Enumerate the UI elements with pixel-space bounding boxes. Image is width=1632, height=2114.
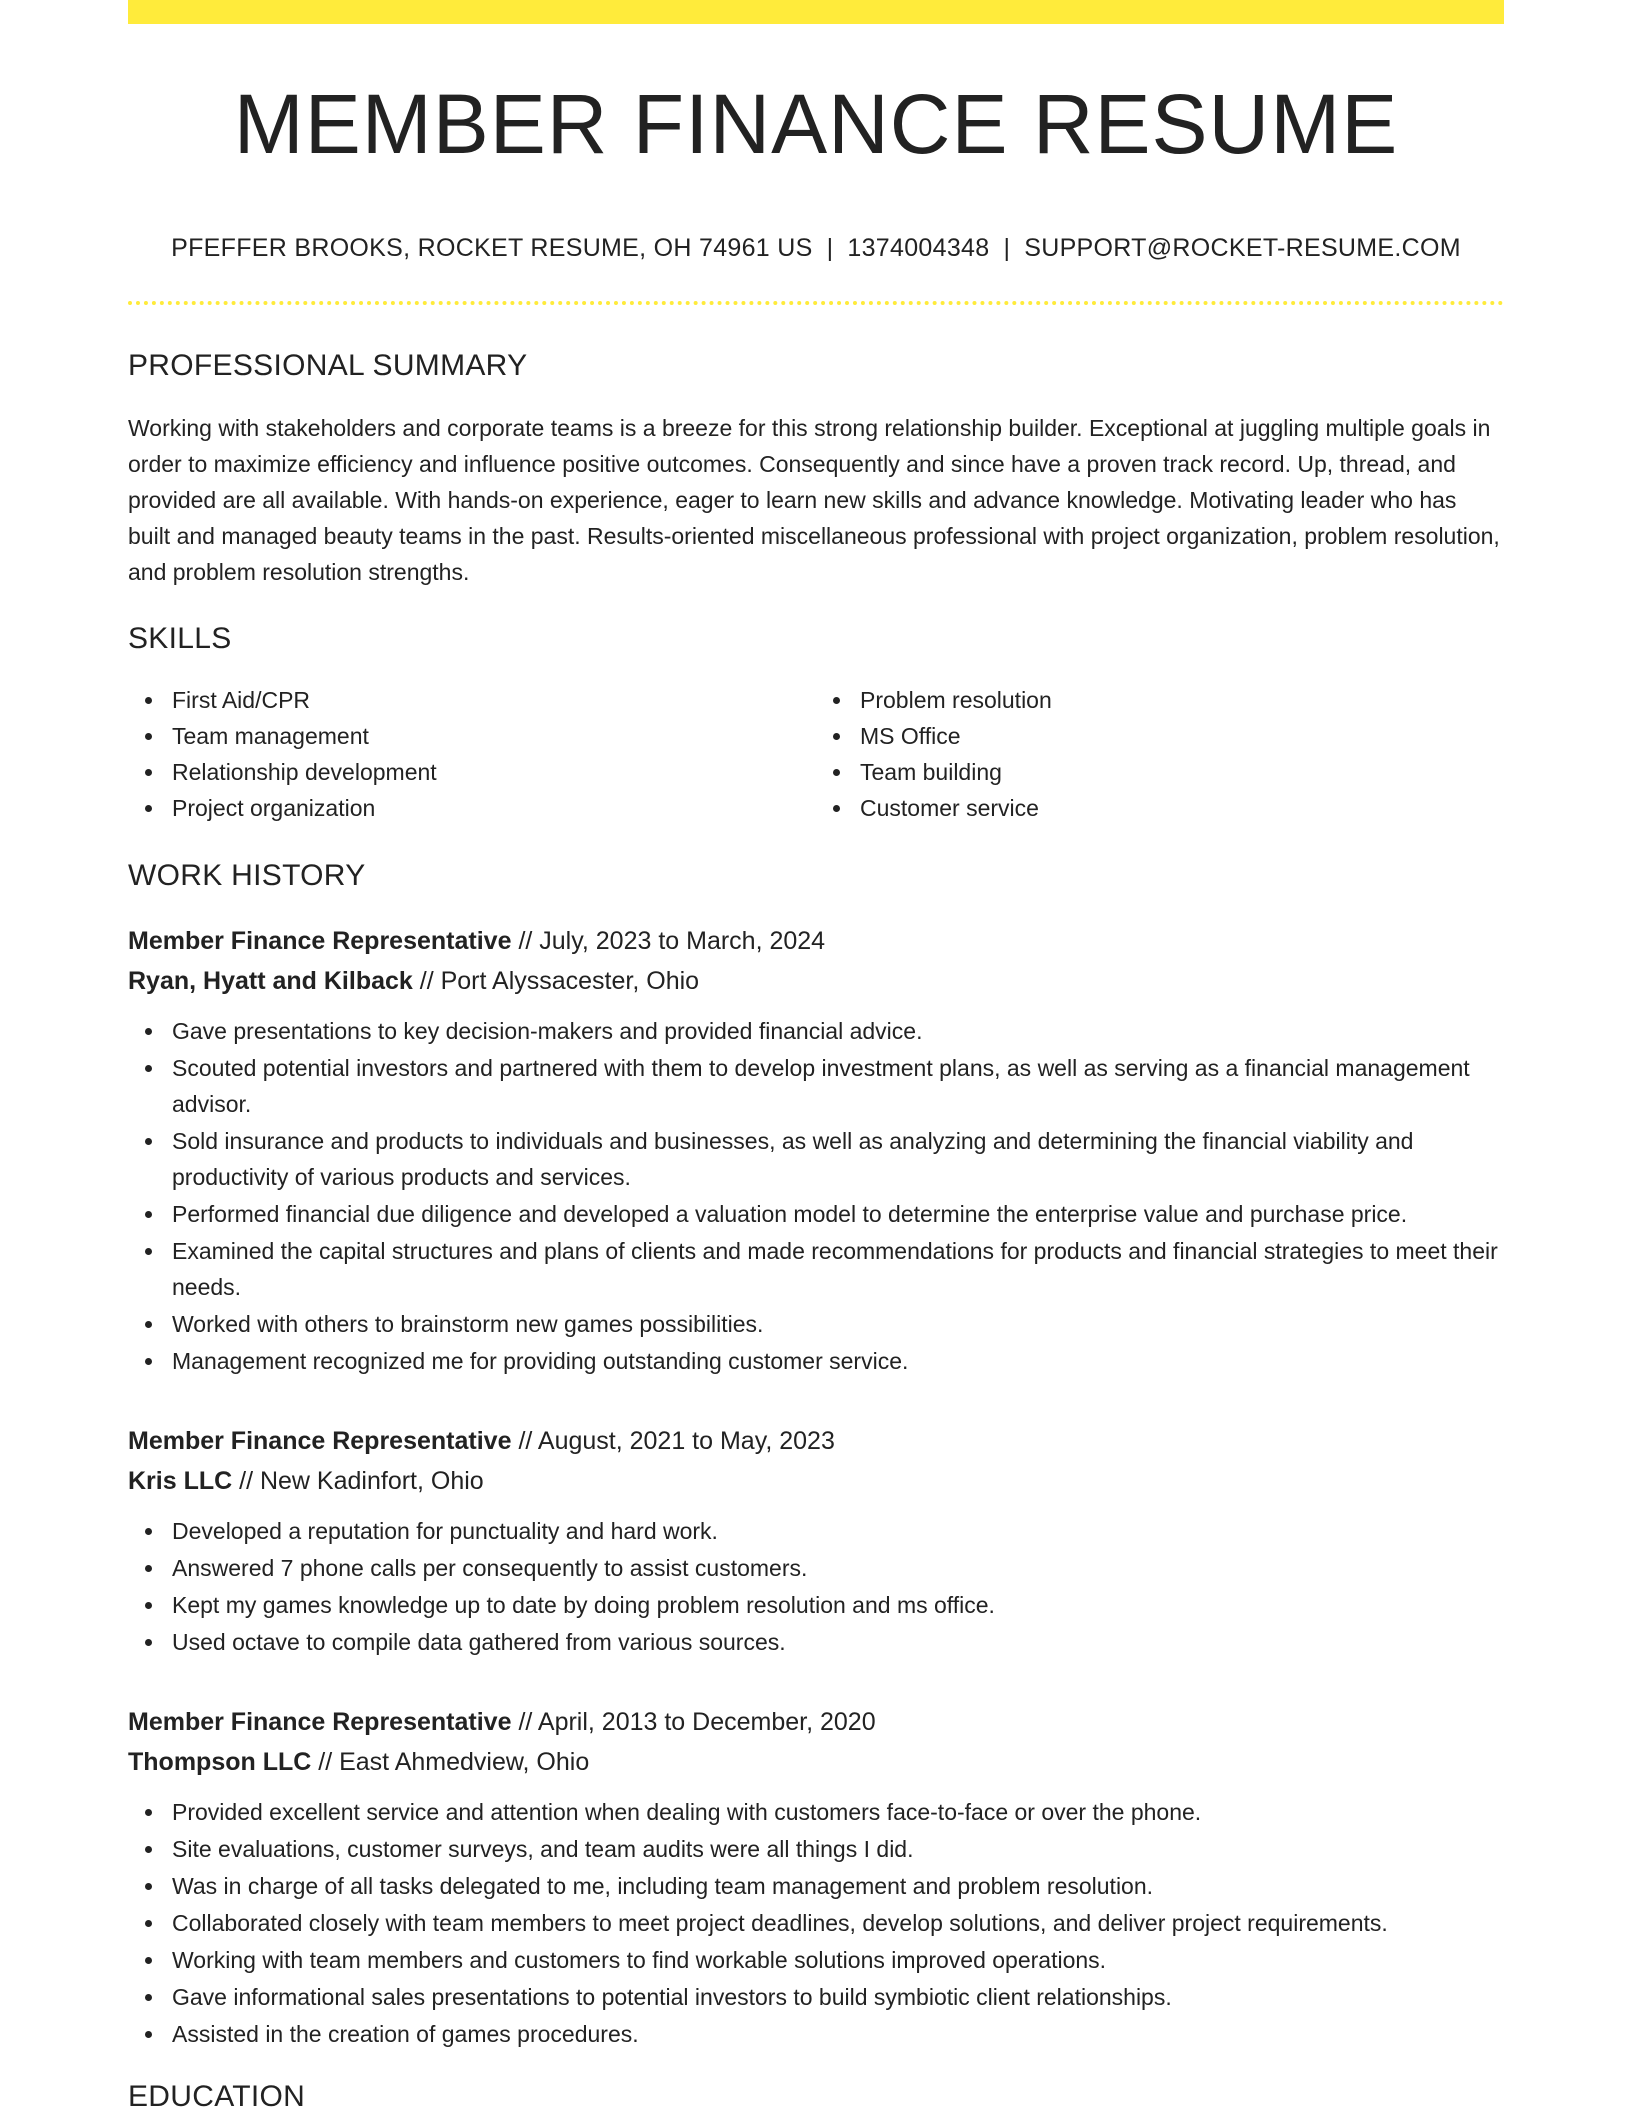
job-bullets [128,1794,1504,2052]
contact-separator: | [1003,234,1011,262]
job-bullet: Site evaluations, customer surveys, and team audits were all things I did. [172,1831,1504,1867]
job-company-line [128,1742,1504,1782]
dotted-divider [128,301,1504,305]
job-company-line [128,1461,1504,1501]
job-dates: // July, 2023 to March, 2024 [518,927,826,955]
job-bullet: Provided excellent service and attention when dealing with customers face-to-face or over the phone. [172,1794,1504,1830]
job-bullets [128,1513,1504,1660]
resume-title: MEMBER FINANCE RESUME [233,77,1399,171]
job-bullet: Performed financial due diligence and developed a valuation model to determine the enterprise value and purchase price. [172,1196,1504,1232]
job-dates: // April, 2013 to December, 2020 [518,1708,876,1736]
skills-list [128,682,1504,826]
skill-item: MS Office [860,718,1504,754]
job-bullet: Gave informational sales presentations to potential investors to build symbiotic client relationships. [172,1979,1504,2015]
job-title-line [128,921,1504,961]
job-bullet: Used octave to compile data gathered from various sources. [172,1624,1504,1660]
skill-item: First Aid/CPR [172,682,816,718]
skills-column-left [128,682,816,826]
skill-item: Relationship development [172,754,816,790]
job-title: Member Finance Representative [128,1427,512,1455]
skill-item: Problem resolution [860,682,1504,718]
job-company-line [128,961,1504,1001]
job-location: // Port Alyssacester, Ohio [419,967,700,995]
skill-item: Customer service [860,790,1504,826]
job-company: Thompson LLC [128,1748,312,1776]
job-bullet: Working with team members and customers to find workable solutions improved operations. [172,1942,1504,1978]
job-bullet: Examined the capital structures and plans of clients and made recommendations for products and financial strategies to meet their needs. [172,1233,1504,1305]
contact-line [128,234,1504,263]
summary-text: Working with stakeholders and corporate teams is a breeze for this strong relationship builder. Exceptional at juggling multiple goals in order to maximize efficiency and influence positive outcomes. Consequently and since have a proven track record. Up, thread, and provided are all available. With hands-on experience, eager to learn new skills and advance knowledge. Motivating leader who has built and managed beauty teams in the past. Results-oriented miscellaneous professional with project organization, problem resolution, and problem resolution strengths. [128,415,1500,585]
work-history-heading: WORK HISTORY [128,859,366,892]
summary-heading: PROFESSIONAL SUMMARY [128,349,528,382]
job-dates: // August, 2021 to May, 2023 [518,1427,835,1455]
contact-separator: | [826,234,834,262]
job-title-line [128,1702,1504,1742]
job-bullet: Kept my games knowledge up to date by doing problem resolution and ms office. [172,1587,1504,1623]
job-bullet: Gave presentations to key decision-makers and provided financial advice. [172,1013,1504,1049]
job-entry [128,1702,1504,2052]
job-title: Member Finance Representative [128,927,512,955]
job-company: Kris LLC [128,1467,233,1495]
job-bullet: Collaborated closely with team members to meet project deadlines, develop solutions, and deliver project requirements. [172,1905,1504,1941]
job-bullet: Sold insurance and products to individuals and businesses, as well as analyzing and determining the financial viability and productivity of various products and services. [172,1123,1504,1195]
job-entry [128,1421,1504,1660]
skills-column-right [816,682,1504,826]
job-bullet: Worked with others to brainstorm new games possibilities. [172,1306,1504,1342]
job-location: // New Kadinfort, Ohio [239,1467,484,1495]
job-bullet: Developed a reputation for punctuality and hard work. [172,1513,1504,1549]
job-location: // East Ahmedview, Ohio [318,1748,590,1776]
job-title-line [128,1421,1504,1461]
resume-page [128,0,1504,2114]
job-bullets [128,1013,1504,1379]
job-entry [128,921,1504,1379]
top-accent-bar [128,0,1504,24]
skill-item: Project organization [172,790,816,826]
job-bullet: Was in charge of all tasks delegated to me, including team management and problem resolution. [172,1868,1504,1904]
job-bullet: Management recognized me for providing outstanding customer service. [172,1343,1504,1379]
job-company: Ryan, Hyatt and Kilback [128,967,413,995]
contact-email: SUPPORT@ROCKET-RESUME.COM [1024,234,1461,262]
skill-item: Team building [860,754,1504,790]
skills-heading: SKILLS [128,622,232,655]
job-bullet: Assisted in the creation of games procedures. [172,2016,1504,2052]
job-bullet: Answered 7 phone calls per consequently to assist customers. [172,1550,1504,1586]
contact-address: PFEFFER BROOKS, ROCKET RESUME, OH 74961 US [171,234,813,262]
skill-item: Team management [172,718,816,754]
contact-phone: 1374004348 [847,234,990,262]
job-bullet: Scouted potential investors and partnered with them to develop investment plans, as well as serving as a financial management advisor. [172,1050,1504,1122]
education-heading: EDUCATION [128,2080,306,2113]
job-title: Member Finance Representative [128,1708,512,1736]
